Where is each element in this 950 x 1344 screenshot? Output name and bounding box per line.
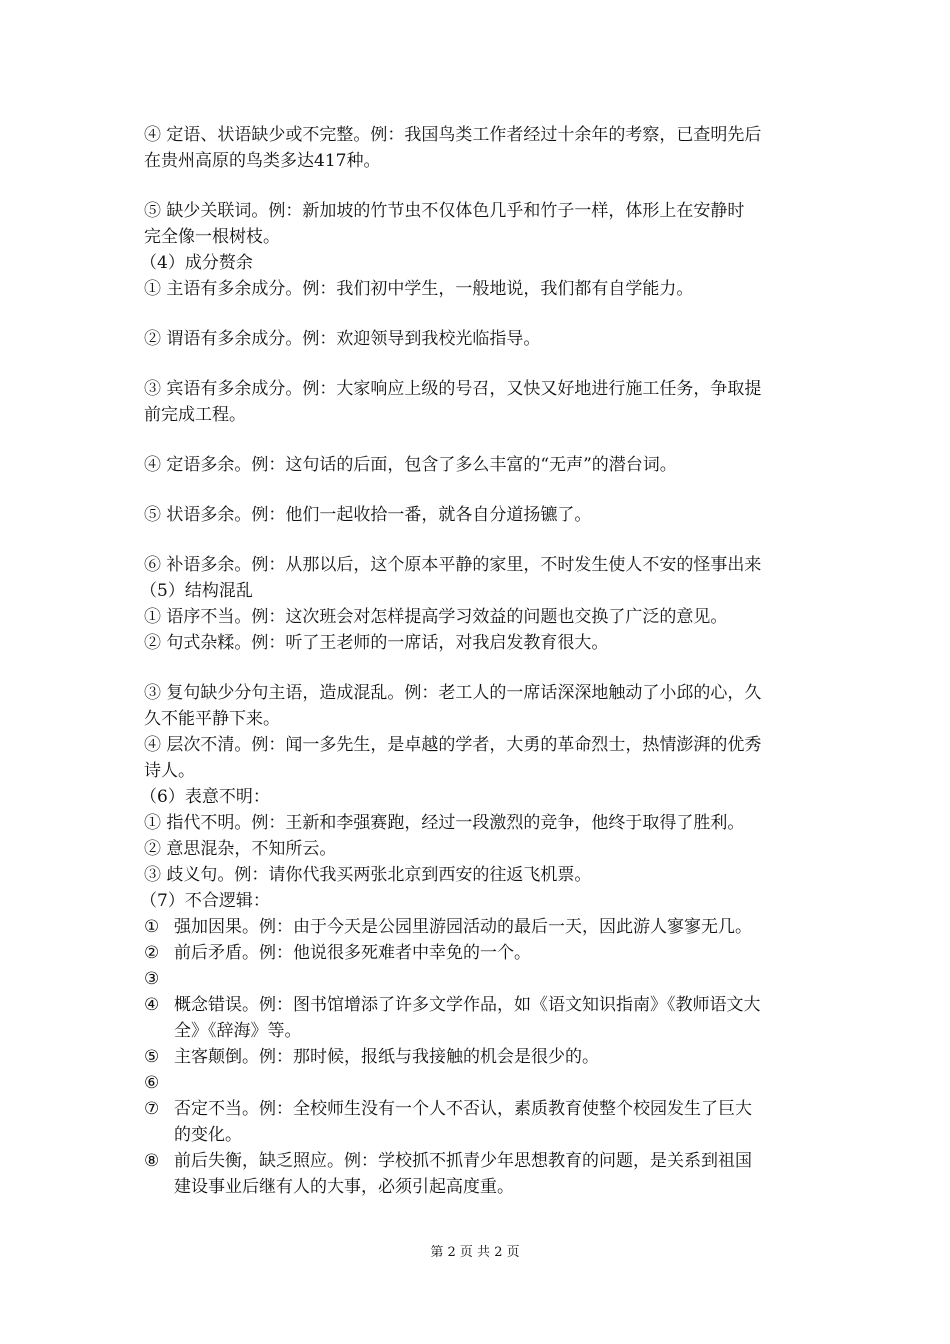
list-number: ⑤ (144, 1047, 160, 1067)
list-item-text: 概念错误。例：图书馆增添了许多文学作品，如《语文知识指南》《教师语文大 (174, 995, 761, 1015)
text-line: 在贵州高原的鸟类多达417种。 (144, 151, 381, 171)
text-line: ② 谓语有多余成分。例：欢迎领导到我校光临指导。 (144, 329, 541, 349)
text-line: ⑤ 状语多余。例：他们一起收拾一番，就各自分道扬镳了。 (144, 505, 592, 525)
list-item (144, 1096, 816, 1148)
list-item (144, 914, 816, 940)
text-line: ① 主语有多余成分。例：我们初中学生，一般地说，我们都有自学能力。 (144, 279, 694, 299)
text-line: ⑤ 缺少关联词。例：新加坡的竹节虫不仅体色几乎和竹子一样，体形上在安静时 (144, 201, 745, 221)
page-content (140, 122, 816, 1200)
list-item (144, 1070, 816, 1096)
paragraph-gap (144, 478, 816, 502)
paragraph-gap (144, 302, 816, 326)
list-item-text: 前后失衡，缺乏照应。例：学校抓不抓青少年思想教育的问题，是关系到祖国 (174, 1151, 752, 1171)
text-line: ③ 歧义句。例：请你代我买两张北京到西安的往返飞机票。 (144, 865, 592, 885)
paragraph-gap (144, 528, 816, 552)
list-item-text: 全》《辞海》等。 (174, 1021, 302, 1041)
paragraph-gap (144, 352, 816, 376)
section-heading: （4）成分赘余 (140, 253, 253, 273)
list-item (144, 940, 816, 966)
list-item (144, 966, 816, 992)
list-item-text: 否定不当。例：全校师生没有一个人不否认，素质教育使整个校园发生了巨大 (174, 1099, 752, 1119)
paragraph-gap (144, 428, 816, 452)
text-line: 前完成工程。 (144, 405, 246, 425)
list-item (144, 1044, 816, 1070)
text-line: ⑥ 补语多余。例：从那以后，这个原本平静的家里，不时发生使人不安的怪事出来 (144, 555, 762, 575)
text-line: ④ 定语、状语缺少或不完整。例：我国鸟类工作者经过十余年的考察，已查明先后 (144, 125, 762, 145)
list-number: ⑥ (144, 1073, 160, 1093)
text-line: ③ 宾语有多余成分。例：大家响应上级的号召，又快又好地进行施工任务，争取提 (144, 379, 762, 399)
list-number: ⑧ (144, 1151, 160, 1171)
section-heading: （7）不合逻辑： (140, 891, 270, 911)
text-line: ① 语序不当。例：这次班会对怎样提高学习效益的问题也交换了广泛的意见。 (144, 607, 728, 627)
list-number: ③ (144, 969, 160, 989)
page-footer: 第 2 页 共 2 页 (430, 1245, 520, 1260)
text-line: ④ 定语多余。例：这句话的后面，包含了多么丰富的“无声”的潜台词。 (144, 455, 677, 475)
paragraph-gap (144, 174, 816, 198)
text-line: ③ 复句缺少分句主语，造成混乱。例：老工人的一席话深深地触动了小邱的心，久 (144, 683, 762, 703)
list-number: ② (144, 943, 160, 963)
list-item-text: 建设事业后继有人的大事，必须引起高度重。 (174, 1177, 514, 1197)
text-line: ① 指代不明。例：王新和李强赛跑，经过一段激烈的竞争，他终于取得了胜利。 (144, 813, 745, 833)
section-heading: （5）结构混乱 (140, 581, 253, 601)
list-item (144, 1148, 816, 1200)
section-heading: （6）表意不明： (140, 787, 270, 807)
list-item-text: 前后矛盾。例：他说很多死难者中幸免的一个。 (174, 943, 531, 963)
list-item-text: 强加因果。例：由于今天是公园里游园活动的最后一天，因此游人寥寥无几。 (174, 917, 752, 937)
text-line: ④ 层次不清。例：闻一多先生，是卓越的学者，大勇的革命烈士，热情澎湃的优秀 (144, 735, 762, 755)
text-line: 完全像一根树枝。 (144, 227, 280, 247)
list-item-text: 主客颠倒。例：那时候，报纸与我接触的机会是很少的。 (174, 1047, 599, 1067)
text-line: ② 意思混杂，不知所云。 (144, 839, 337, 859)
list-number: ① (144, 917, 160, 937)
list-number: ⑦ (144, 1099, 160, 1119)
paragraph-gap (144, 656, 816, 680)
list-number: ④ (144, 995, 160, 1015)
list-item-text: 的变化。 (174, 1125, 242, 1145)
text-line: 诗人。 (144, 761, 195, 781)
text-line: ② 句式杂糅。例：听了王老师的一席话，对我启发教育很大。 (144, 633, 609, 653)
text-line: 久不能平静下来。 (144, 709, 280, 729)
list-item (144, 992, 816, 1044)
